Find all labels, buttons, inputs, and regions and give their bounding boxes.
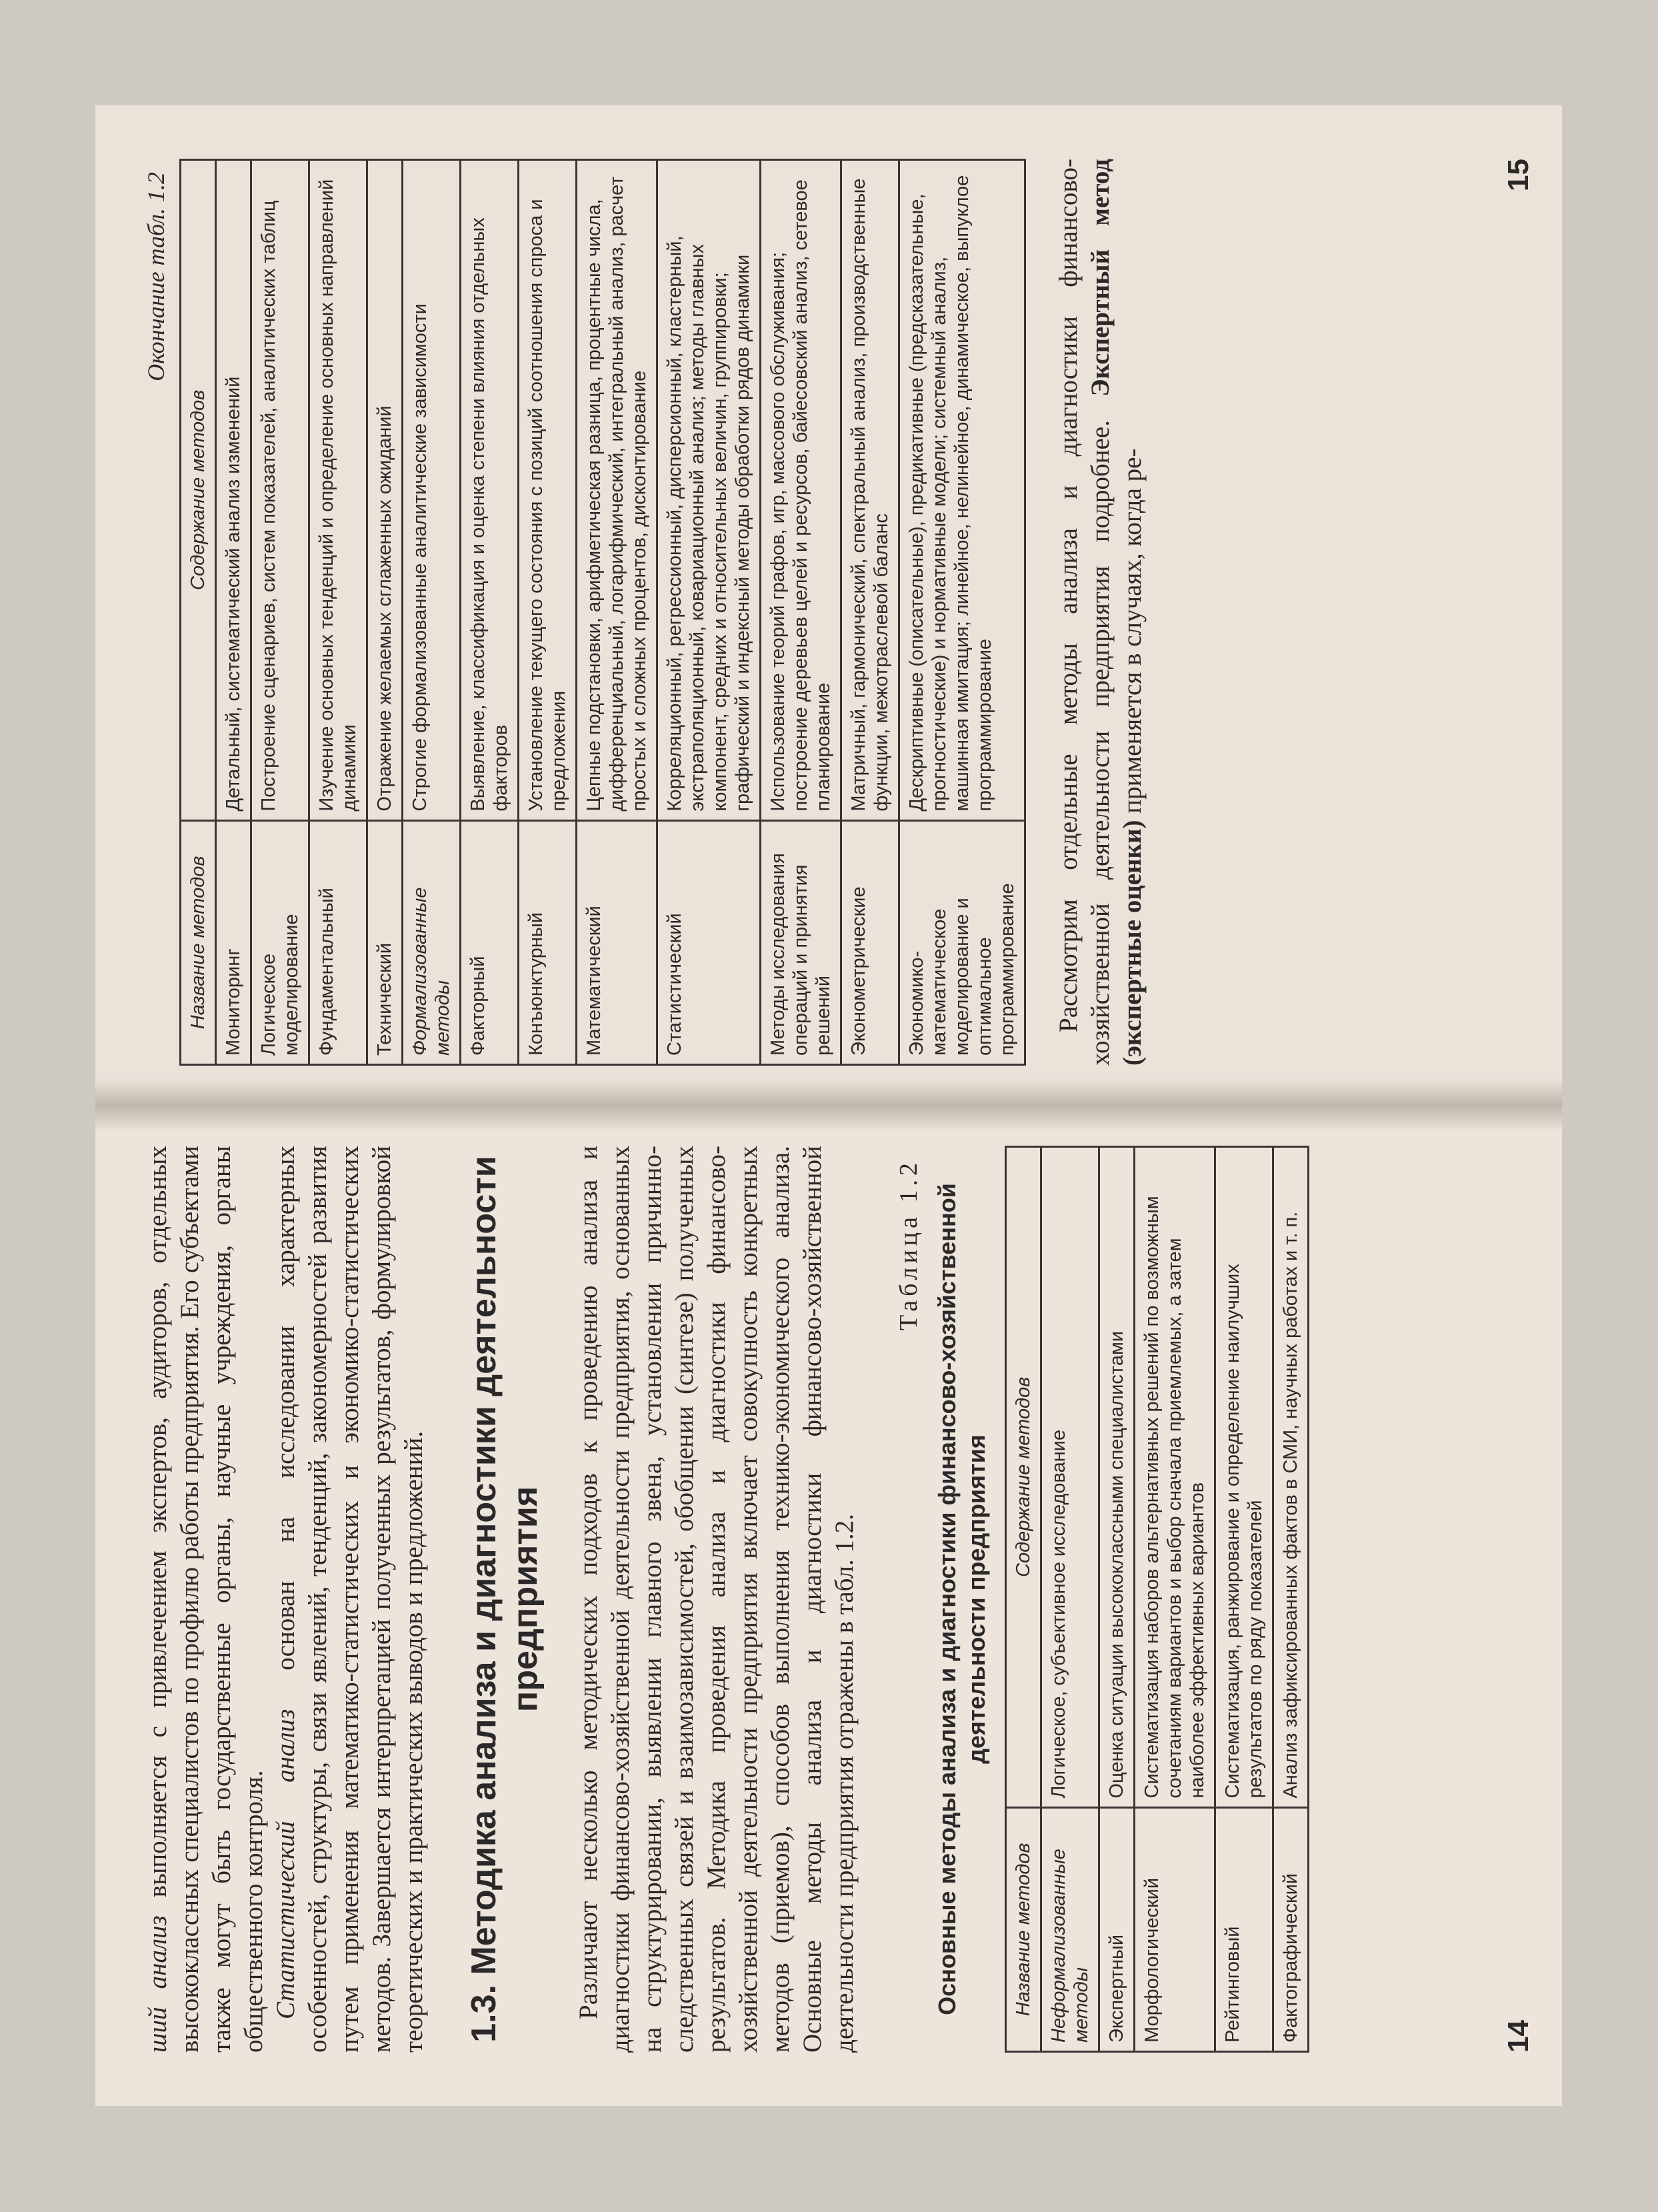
method-content: Установление текущего состояния с позиций соотношения спроса и предложения — [519, 160, 577, 821]
header-method-name: Название методов — [181, 820, 216, 1064]
emphasis-term: ший анализ — [143, 1915, 172, 2053]
method-content: Изучение основных тенденций и определение основных направлений динамики — [309, 160, 367, 821]
method-name: Статистический — [657, 820, 761, 1064]
method-name: Эконометрические — [841, 820, 899, 1064]
method-name: Фундаментальный — [309, 820, 367, 1064]
table-row — [1041, 1147, 1099, 2052]
page-right — [95, 105, 1562, 1106]
paragraph-expert-method-intro — [1053, 159, 1149, 1066]
table-row — [1135, 1147, 1215, 2052]
method-content: Детальный, систематический анализ изменений — [216, 160, 251, 821]
method-content: Выявление, классификация и оценка степени влияния отдельных факторов — [461, 160, 519, 821]
method-name: Экономико-математическое моделирование и оптимальное программирование — [899, 820, 1025, 1064]
paragraph-methodology: Различают несколько методических подходов к проведению анализа и диагностики финансово-хозяйственной деятельности предприятия, основанных на структурировании, выявлении главного звена, установлении причинно-следственных связей и взаимозависимостей, обобщении (синтезе) полученных результатов. Методика проведения анализа и диагностики финансово-хозяйственной деятельности предприятия включает совокупность конкретных методов (приемов), способов выполнения технико-экономического анализа. Основные методы анализа и диагностики финансово-хозяйственной деятельности предприятия отражены в табл. 1.2. — [574, 1146, 859, 2053]
method-content: Строгие формализованные аналитические зависимости — [403, 160, 461, 821]
method-name: Методы исследования операций и принятия решений — [761, 820, 841, 1064]
section-title: 1.3. Методика анализа и диагностики деятельности предприятия — [465, 1156, 545, 2043]
table-row — [309, 160, 367, 1065]
table-row — [461, 160, 519, 1065]
table-continuation-label: Окончание табл. 1.2 — [143, 172, 169, 381]
emphasis-term: Статистический анализ — [271, 1709, 300, 2019]
method-name: Мониторинг — [216, 820, 251, 1064]
method-content: Оценка ситуации высококлассными специалистами — [1099, 1147, 1135, 1808]
table-row — [899, 160, 1025, 1065]
header-method-content: Содержание методов — [1006, 1147, 1041, 1808]
bold-term: Экспертный метод (экспертные оценки) — [1086, 158, 1147, 1066]
paragraph-text: применяется в случаях, когда ре- — [1118, 448, 1147, 820]
method-name — [403, 820, 461, 1064]
paragraph-text: Рассмотрим отдельные методы анализа и диагностики финансово-хозяйственной деятельности предприятия подробнее. — [1054, 159, 1115, 1066]
table-row — [841, 160, 899, 1065]
method-name-text: Формализованные методы — [409, 887, 453, 1056]
method-content: Дескриптивные (описательные), предикативные (предсказательные, прогностические) и нормативные модели; системный анализ, машинная имитация; линейное, нелинейное, динамическое, выпуклое программирование — [899, 160, 1025, 821]
paragraph-text: основан на исследовании характерных особенностей, структуры, связи явлений, тенденций, закономерностей развития путем применения математико-статистических и экономико-статистических методов. Завершается интерпретацией полученных результатов, формулировкой теоретических и практических выводов и предложений. — [271, 1146, 428, 2053]
page-number: 14 — [1502, 2020, 1535, 2053]
table-row — [1273, 1147, 1309, 2052]
method-content: Логическое, субъективное исследование — [1041, 1147, 1099, 1808]
paragraph-text: выполняется с привлечением экспертов, аудиторов, отдельных высококлассных специалистов по профилю работы предприятия. Его субъектами также могут быть государственные органы, научные учреждения, органы общественного контроля. — [143, 1146, 268, 2053]
table-row — [367, 160, 403, 1065]
method-name: Фактографический — [1273, 1807, 1309, 2051]
method-name: Логическое моделирование — [251, 820, 309, 1064]
methods-table-part-2 — [179, 159, 1026, 1066]
method-content: Анализ зафиксированных фактов в СМИ, научных работах и т. п. — [1273, 1147, 1309, 1808]
method-name-text: Неформализованные методы — [1048, 1849, 1092, 2043]
method-name: Технический — [367, 820, 403, 1064]
book-gutter-shadow — [95, 1079, 1562, 1132]
table-header-row — [181, 160, 216, 1065]
header-method-name: Название методов — [1006, 1807, 1041, 2051]
table-row — [403, 160, 461, 1065]
page-number: 15 — [1502, 159, 1535, 191]
header-method-content: Содержание методов — [181, 160, 216, 821]
method-name: Математический — [577, 820, 657, 1064]
table-row — [1099, 1147, 1135, 2052]
table-label: Таблица 1.2 — [895, 1159, 923, 1331]
table-row — [251, 160, 309, 1065]
method-content: Матричный, гармонический, спектральный анализ, производственные функции, межотраслевой баланс — [841, 160, 899, 821]
table-row — [761, 160, 841, 1065]
method-content: Использование теорий графов, игр, массового обслуживания; построение деревьев целей и ресурсов, байесовский анализ, сетевое планирование — [761, 160, 841, 821]
page-left — [95, 1106, 1562, 2106]
book-spread-rotated — [95, 105, 1562, 2106]
method-name: Рейтинговый — [1215, 1807, 1273, 2051]
method-name: Факторный — [461, 820, 519, 1064]
methods-table-part-1 — [1005, 1146, 1309, 2053]
method-name — [1041, 1807, 1099, 2051]
method-name: Конъюнктурный — [519, 820, 577, 1064]
method-content: Корреляционный, регрессионный, дисперсионный, кластерный, экстраполяционный, ковариационный анализ; методы главных компонент, средних и относительных величин, группировки; графический и индексный методы обработки рядов динамики — [657, 160, 761, 821]
method-content: Цепные подстановки, арифметическая разница, процентные числа, дифференциальный, логарифмический, интегральный анализ, расчет простых и сложных процентов, дисконтирование — [577, 160, 657, 821]
table-title: Основные методы анализа и диагностики финансово-хозяйственной деятельности предприятия — [933, 1183, 990, 2015]
table-header-row — [1006, 1147, 1041, 2052]
method-content: Систематизация наборов альтернативных решений по возможным сочетаниям вариантов и выбор сначала приемлемых, а затем наиболее эффективных вариантов — [1135, 1147, 1215, 1808]
method-content: Построение сценариев, систем показателей, аналитических таблиц — [251, 160, 309, 821]
paragraph-expert-analysis-end — [142, 1146, 270, 2053]
table-row — [577, 160, 657, 1065]
table-row — [657, 160, 761, 1065]
method-content: Систематизация, ранжирование и определение наилучших результатов по ряду показателей — [1215, 1147, 1273, 1808]
table-row — [1215, 1147, 1273, 2052]
table-row — [216, 160, 251, 1065]
table-row — [519, 160, 577, 1065]
method-content: Отражение желаемых сглаженных ожиданий — [367, 160, 403, 821]
method-name: Морфологический — [1135, 1807, 1215, 2051]
method-name: Экспертный — [1099, 1807, 1135, 2051]
paragraph-statistical-analysis — [270, 1146, 430, 2053]
